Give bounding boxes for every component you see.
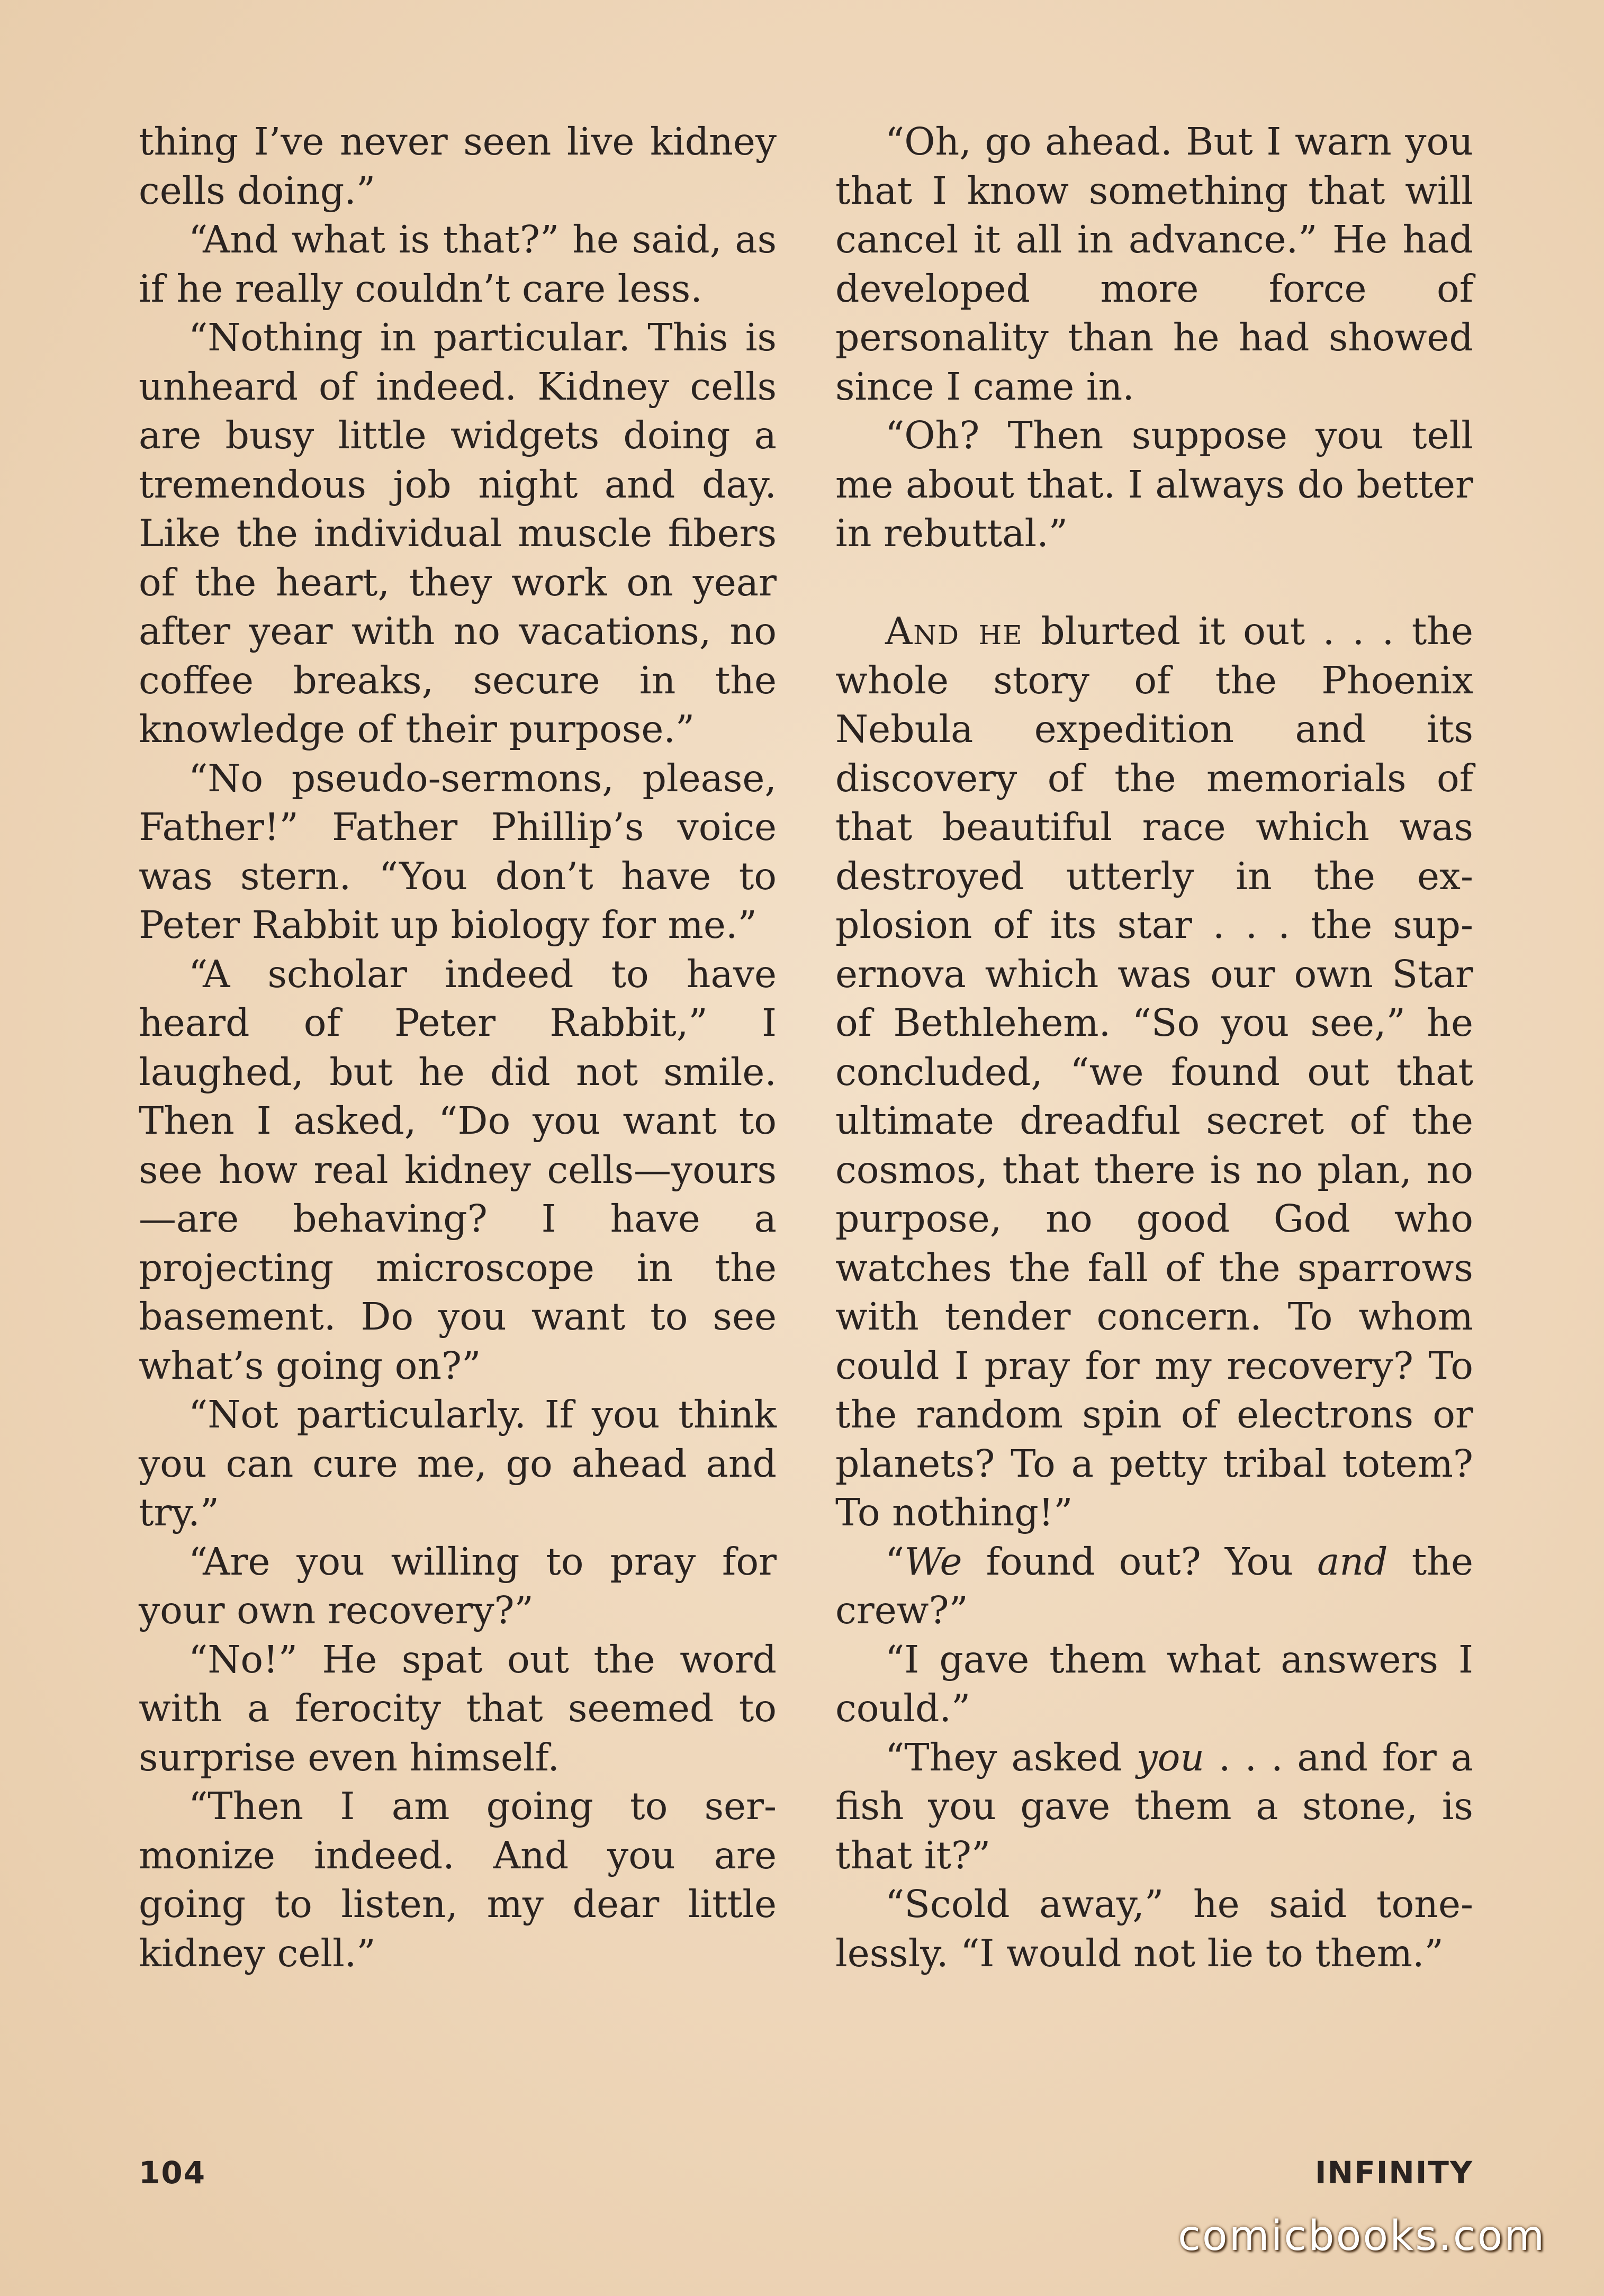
text-run: . . . and for a fish you gave them a stone, is that it?” <box>835 1735 1474 1877</box>
text-run: “They asked <box>885 1735 1137 1779</box>
section-text: blurted it out . . . the whole story of the Phoenix Nebula expedition and its discovery of the memorials of that beautiful race which was destroyed utterly in the explosion of its star . . . the supernova which was our own Star of Bethlehem. “So you see,” he concluded, “we found out that ultimate dreadful secret of the cosmos, that there is no plan, no purpose, no good God who watches the fall of the sparrows with tender concern. To whom could I pray for my recovery? To the random spin of electrons or planets? To a petty tribal totem? To nothing!” <box>835 609 1473 1534</box>
text-run: the crew?” <box>835 1539 1473 1632</box>
paragraph: “Oh? Then suppose you tell me about that. I always do better in rebuttal.” <box>835 413 1473 555</box>
paragraph <box>835 1538 1473 1635</box>
paragraph: “Nothing in particular. This is unheard of indeed. Kidney cells are busy little widgets doing a tremendous job night and day. Like the individual muscle fibers of the heart, they work on year after year with no vacations, no coffee breaks, secure in the knowledge of their purpose.” <box>139 315 777 751</box>
italic-word: you <box>1136 1735 1205 1779</box>
paragraph: “Scold away,” he said tonelessly. “I would not lie to them.” <box>835 1882 1473 1975</box>
watermark: comicbooks.com <box>1178 2212 1546 2260</box>
paragraph <box>835 1733 1473 1881</box>
section-start-paragraph <box>835 607 1473 1538</box>
paragraph: “And what is that?” he said, as if he really couldn’t care less. <box>139 218 777 311</box>
magazine-name: INFINITY <box>1314 2155 1473 2191</box>
italic-word: and <box>1317 1539 1388 1584</box>
left-column <box>139 117 777 1978</box>
right-column <box>835 117 1473 1978</box>
paragraph: “I gave them what answers I could.” <box>835 1637 1473 1730</box>
paragraph: “Are you willing to pray for your own recovery?” <box>139 1539 777 1632</box>
text-run: “ <box>885 1539 905 1584</box>
paragraph: “No!” He spat out the word with a ferocity that seemed to surprise even himself. <box>139 1637 777 1779</box>
section-lead-smallcaps: And he <box>885 609 1023 653</box>
paragraph: “Not particularly. If you think you can cure me, go ahead and try.” <box>139 1393 777 1534</box>
paragraph: thing I’ve never seen live kidney cells doing.” <box>139 120 777 213</box>
paragraph: “A scholar indeed to have heard of Peter Rabbit,” I laughed, but he did not smile. Then I asked, “Do you want to see how real kidney cells—yours—are behaving? I have a projecting microscope in the basement. Do you want to see what’s going on?” <box>139 952 777 1388</box>
paragraph: “Oh, go ahead. But I warn you that I know something that will cancel it all in advance.” He had developed more force of personality than he had showed since I came in. <box>835 120 1473 409</box>
paragraph: “No pseudo-sermons, please, Father!” Father Phillip’s voice was stern. “You don’t have to Peter Rabbit up biology for me.” <box>139 756 777 947</box>
italic-word: We <box>904 1539 962 1584</box>
text-run: found out? You <box>962 1539 1318 1584</box>
paragraph: “Then I am going to sermonize indeed. And you are going to listen, my dear little kidney cell.” <box>139 1784 777 1975</box>
page-number: 104 <box>139 2155 206 2191</box>
